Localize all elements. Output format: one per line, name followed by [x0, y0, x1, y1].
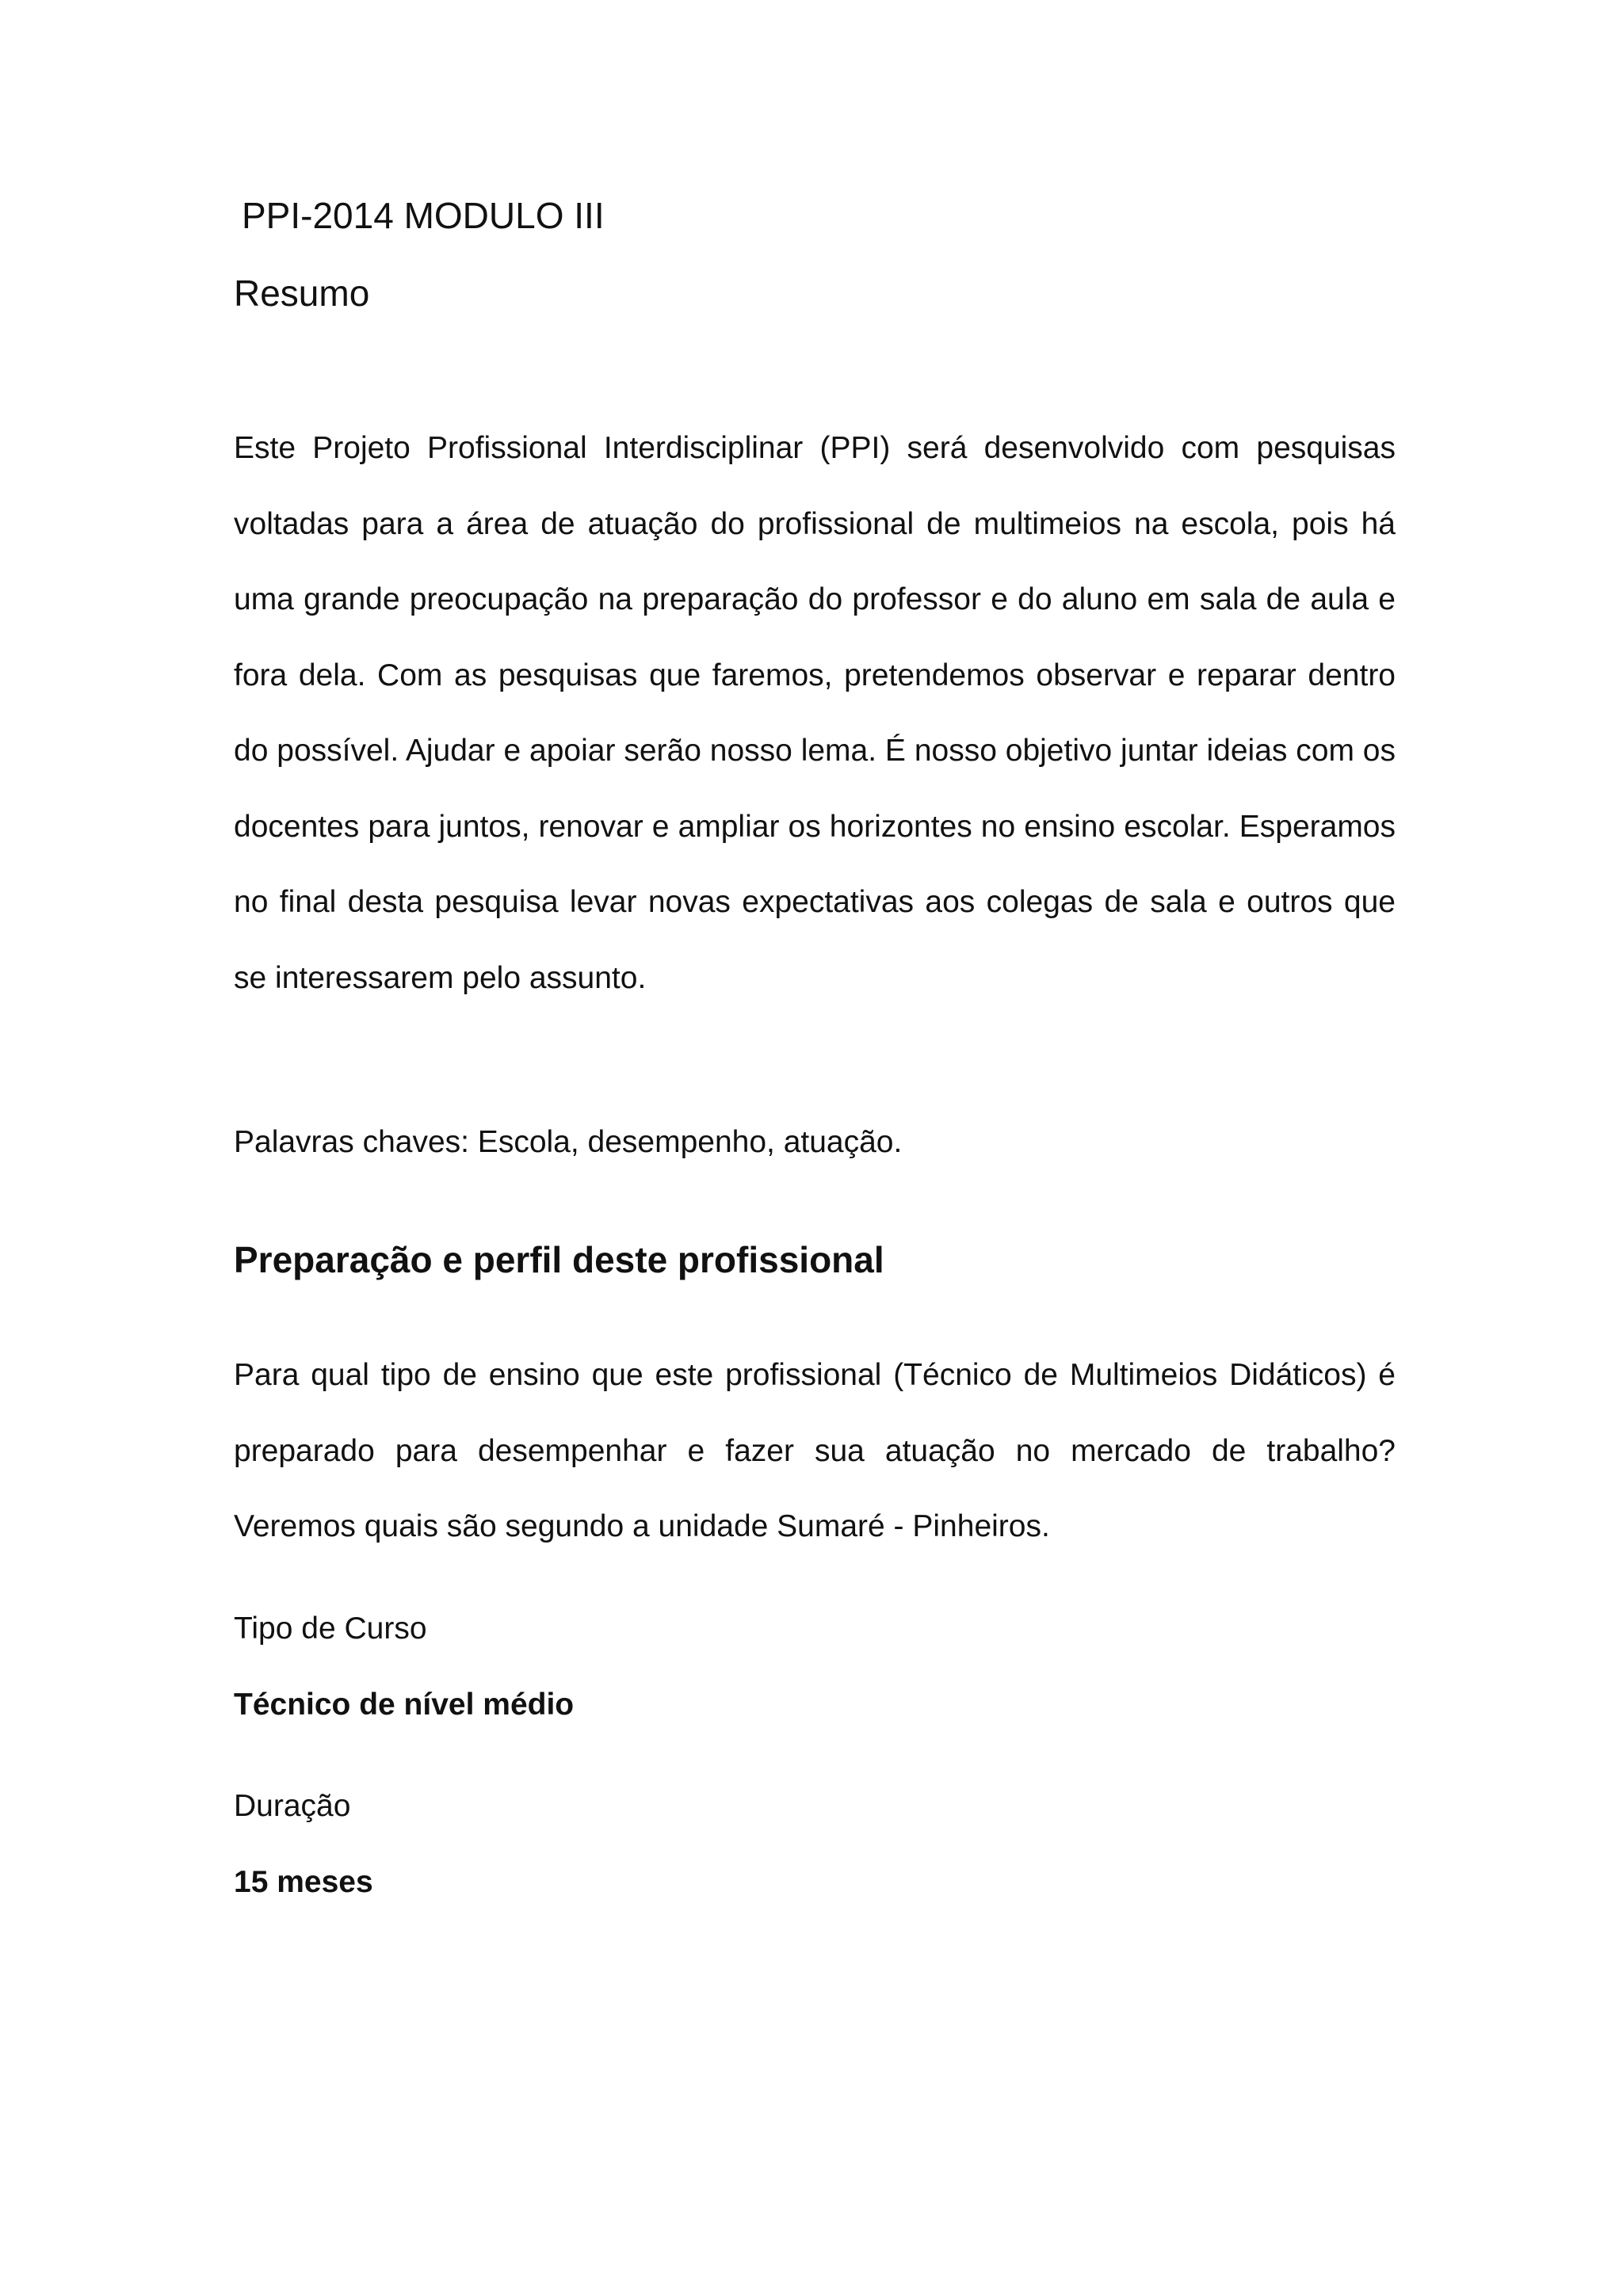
keywords-line: Palavras chaves: Escola, desempenho, atuação. — [234, 1125, 903, 1159]
field-label-tipo-de-curso: Tipo de Curso — [234, 1611, 427, 1646]
field-value-duracao: 15 meses — [234, 1865, 373, 1899]
section-label-resumo: Resumo — [234, 273, 370, 314]
field-value-tipo-de-curso: Técnico de nível médio — [234, 1688, 575, 1722]
abstract-paragraph: Este Projeto Profissional Interdisciplinar (PPI) será desenvolvido com pesquisas voltadas para a área de atuação do profissional de multimeios na escola, pois há uma grande preocupação na preparação do professor e do aluno em sala de aula e fora dela. Com as pesquisas que faremos, pretendemos observar e reparar dentro do possível. Ajudar e apoiar serão nosso lema. É nosso objetivo juntar ideias com os docentes para juntos, renovar e ampliar os horizontes no ensino escolar. Esperamos no final desta pesquisa levar novas expectativas aos colegas de sala e outros que se interessarem pelo assunto. — [234, 431, 1396, 995]
section-heading: Preparação e perfil deste profissional — [234, 1239, 884, 1280]
intro-paragraph: Para qual tipo de ensino que este profissional (Técnico de Multimeios Didáticos) é preparado para desempenhar e fazer sua atuação no mercado de trabalho? Veremos quais são segundo a unidade Sumaré - Pinheiros. — [234, 1358, 1396, 1543]
field-label-duracao: Duração — [234, 1789, 351, 1823]
document-title: PPI-2014 MODULO III — [242, 195, 605, 236]
